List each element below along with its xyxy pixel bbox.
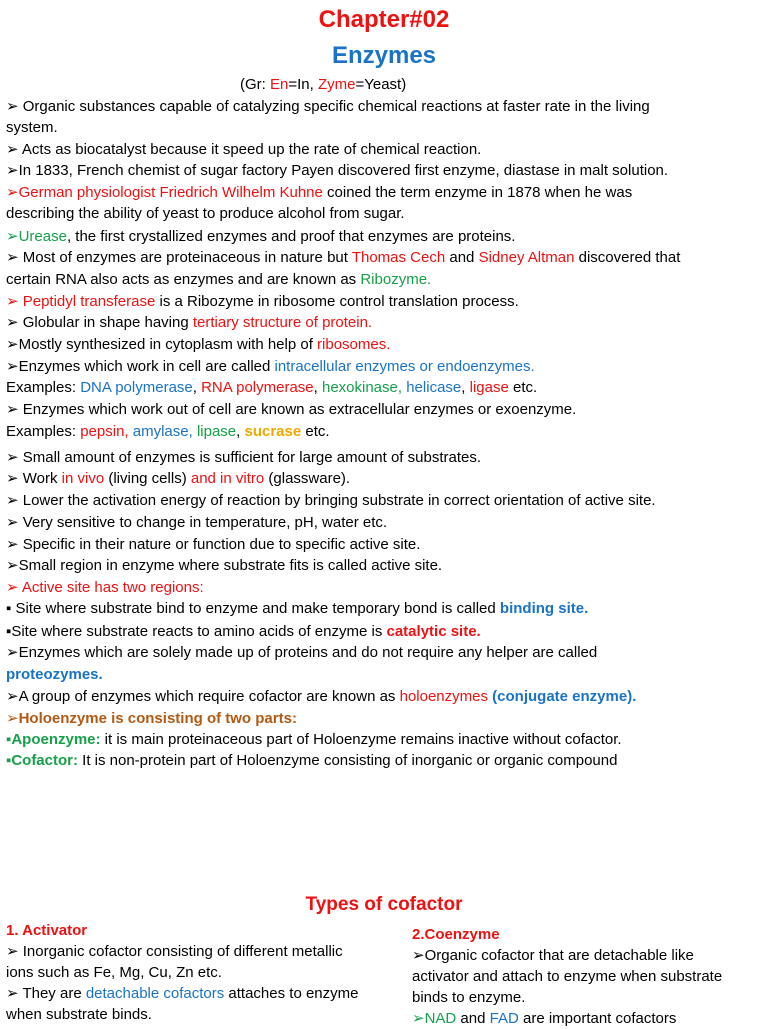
- text-run: ➢Enzymes which work in cell are called: [6, 358, 275, 375]
- column-line: [412, 1008, 762, 1029]
- text-run: ➢ Most of enzymes are proteinaceous in nature but: [6, 249, 352, 266]
- content-line: [6, 708, 762, 729]
- etymology-part: (Gr:: [240, 76, 270, 93]
- content-line: [6, 377, 762, 398]
- content-line: [6, 247, 762, 268]
- activator-lines: [6, 941, 406, 1025]
- text-run: ligase: [469, 379, 509, 396]
- content-line: [6, 117, 762, 138]
- text-run: coined the term enzyme in 1878 when he was: [322, 184, 633, 201]
- content-line: [6, 312, 762, 333]
- text-run: (conjugate enzyme).: [492, 688, 637, 705]
- text-run: system.: [6, 119, 58, 136]
- text-run: Ribozyme.: [360, 271, 432, 288]
- etymology-part: =In,: [288, 76, 318, 93]
- text-run: when substrate binds.: [6, 1006, 152, 1023]
- text-run: ▪ Site where substrate bind to enzyme and make temporary bond is called: [6, 600, 500, 617]
- text-run: ➢Mostly synthesized in cytoplasm with help of: [6, 336, 318, 353]
- text-run: discovered that: [574, 249, 681, 266]
- etymology-part: En: [270, 76, 289, 93]
- text-run: etc.: [301, 423, 330, 440]
- text-run: Sidney Altman: [478, 249, 575, 266]
- content-line: [6, 642, 762, 663]
- text-run: catalytic site.: [386, 623, 481, 640]
- content-line: [6, 447, 762, 468]
- text-run: ions such as Fe, Mg, Cu, Zn etc.: [6, 964, 222, 981]
- text-run: ➢Urease: [6, 228, 67, 245]
- content-line: [6, 686, 762, 707]
- text-run: and: [456, 1010, 490, 1027]
- content-line: [6, 577, 762, 598]
- text-run: ➢ Lower the activation energy of reaction by bringing substrate in correct orientation of active site.: [6, 492, 656, 509]
- content-line: [6, 534, 762, 555]
- content-line: [6, 334, 762, 355]
- text-run: tertiary structure of protein.: [192, 314, 373, 331]
- text-run: detachable cofactors: [85, 985, 225, 1002]
- text-run: in vivo: [61, 470, 105, 487]
- text-run: RNA polymerase: [201, 379, 314, 396]
- text-run: ribosomes.: [317, 336, 391, 353]
- text-run: intracellular enzymes or endoenzymes.: [274, 358, 535, 375]
- text-run: ➢ Enzymes which work out of cell are known as extracellular enzymes or exoenzyme.: [6, 401, 577, 418]
- text-run: is a Ribozyme in ribosome control translation process.: [155, 293, 519, 310]
- text-run: ➢ They are: [6, 985, 86, 1002]
- column-line: [412, 966, 762, 987]
- text-run: ➢ Small amount of enzymes is sufficient for large amount of substrates.: [6, 449, 482, 466]
- text-run: ,: [192, 379, 202, 396]
- text-run: ➢ Organic substances capable of catalyzing specific chemical reactions at faster rate in the living: [6, 98, 650, 115]
- column-line: [6, 962, 406, 983]
- text-run: ➢ Very sensitive to change in temperature, pH, water etc.: [6, 514, 388, 531]
- text-run: ▪Cofactor:: [6, 752, 78, 769]
- coenzyme-heading: 2.Coenzyme: [412, 926, 500, 943]
- column-line: [6, 1004, 406, 1025]
- text-run: ,: [313, 379, 322, 396]
- content-line: [6, 399, 762, 420]
- activator-column: [6, 920, 406, 1025]
- text-run: amylase,: [132, 423, 193, 440]
- content-line: [6, 182, 762, 203]
- text-run: (glassware).: [264, 470, 351, 487]
- text-run: certain RNA also acts as enzymes and are known as: [6, 271, 361, 288]
- text-run: pepsin,: [80, 423, 129, 440]
- text-run: hexokinase,: [321, 379, 403, 396]
- content-line: [6, 621, 762, 642]
- etymology-line: [240, 76, 406, 93]
- text-run: ➢ Peptidyl transferase: [6, 293, 156, 310]
- text-run: ,: [236, 423, 245, 440]
- text-run: It is non-protein part of Holoenzyme consisting of inorganic or organic compound: [77, 752, 618, 769]
- text-run: ➢Organic cofactor that are detachable like: [412, 947, 694, 964]
- content-line: [6, 203, 762, 224]
- column-line: [6, 983, 406, 1004]
- chapter-heading: Chapter#02: [318, 6, 450, 33]
- text-run: Thomas Cech: [351, 249, 446, 266]
- content-line: [6, 160, 762, 181]
- text-run: (living cells): [104, 470, 191, 487]
- text-run: describing the ability of yeast to produce alcohol from sugar.: [6, 205, 405, 222]
- content-line: [6, 729, 762, 750]
- text-run: ➢Small region in enzyme where substrate fits is called active site.: [6, 557, 443, 574]
- page-title: Enzymes: [331, 42, 437, 69]
- content-line: [6, 356, 762, 377]
- text-run: ➢ Active site has two regions:: [6, 579, 204, 596]
- text-run: holoenzymes: [399, 688, 488, 705]
- column-line: [412, 945, 762, 966]
- content-line: [6, 555, 762, 576]
- text-run: ➢ Work: [6, 470, 62, 487]
- content-line: [6, 664, 762, 685]
- text-run: are important cofactors: [518, 1010, 677, 1027]
- text-run: ➢Enzymes which are solely made up of proteins and do not require any helper are called: [6, 644, 598, 661]
- text-run: ➢ Globular in shape having: [6, 314, 193, 331]
- content-line: [6, 139, 762, 160]
- text-run: ➢ Inorganic cofactor consisting of different metallic: [6, 943, 343, 960]
- column-line: [6, 941, 406, 962]
- content-line: [6, 598, 762, 619]
- text-run: ➢ Specific in their nature or function due to specific active site.: [6, 536, 421, 553]
- text-run: and: [445, 249, 479, 266]
- text-run: proteozymes.: [6, 666, 103, 683]
- text-run: helicase: [406, 379, 462, 396]
- text-run: and in vitro: [190, 470, 265, 487]
- etymology-part: =Yeast): [355, 76, 407, 93]
- activator-heading: 1. Activator: [6, 922, 88, 939]
- content-line: [6, 291, 762, 312]
- text-run: Examples:: [6, 423, 81, 440]
- coenzyme-column: [412, 924, 762, 1029]
- content-line: [6, 512, 762, 533]
- text-run: ➢A group of enzymes which require cofactor are known as: [6, 688, 400, 705]
- text-run: FAD: [489, 1010, 519, 1027]
- text-run: activator and attach to enzyme when substrate: [412, 968, 723, 985]
- text-run: ➢Holoenzyme is consisting of two parts:: [6, 710, 297, 727]
- text-run: binding site.: [499, 600, 589, 617]
- etymology-part: Zyme: [317, 76, 356, 93]
- content-line: [6, 226, 762, 247]
- content-line: [6, 750, 762, 771]
- text-run: ➢In 1833, French chemist of sugar factory Payen discovered first enzyme, diastase in malt solution.: [6, 162, 669, 179]
- text-run: lipase: [196, 423, 237, 440]
- text-run: ,: [461, 379, 470, 396]
- content-line: [6, 421, 762, 442]
- column-line: [412, 987, 762, 1008]
- text-run: ▪Site where substrate reacts to amino acids of enzyme is: [6, 623, 387, 640]
- text-run: DNA polymerase: [80, 379, 193, 396]
- text-run: , the first crystallized enzymes and proof that enzymes are proteins.: [66, 228, 516, 245]
- text-run: etc.: [508, 379, 538, 396]
- content-line: [6, 468, 762, 489]
- text-run: ➢NAD: [412, 1010, 457, 1027]
- text-run: attaches to enzyme: [224, 985, 359, 1002]
- text-run: Examples:: [6, 379, 81, 396]
- text-run: ▪Apoenzyme:: [6, 731, 101, 748]
- content-line: [6, 96, 762, 117]
- content-line: [6, 490, 762, 511]
- text-run: binds to enzyme.: [412, 989, 526, 1006]
- text-run: ➢German physiologist Friedrich Wilhelm Kuhne: [6, 184, 323, 201]
- text-run: it is main proteinaceous part of Holoenzyme remains inactive without cofactor.: [100, 731, 622, 748]
- text-run: sucrase: [244, 423, 302, 440]
- coenzyme-lines: [412, 945, 762, 1029]
- text-run: ➢ Acts as biocatalyst because it speed up the rate of chemical reaction.: [6, 141, 482, 158]
- section-title-types-of-cofactor: Types of cofactor: [305, 894, 463, 915]
- content-line: [6, 269, 762, 290]
